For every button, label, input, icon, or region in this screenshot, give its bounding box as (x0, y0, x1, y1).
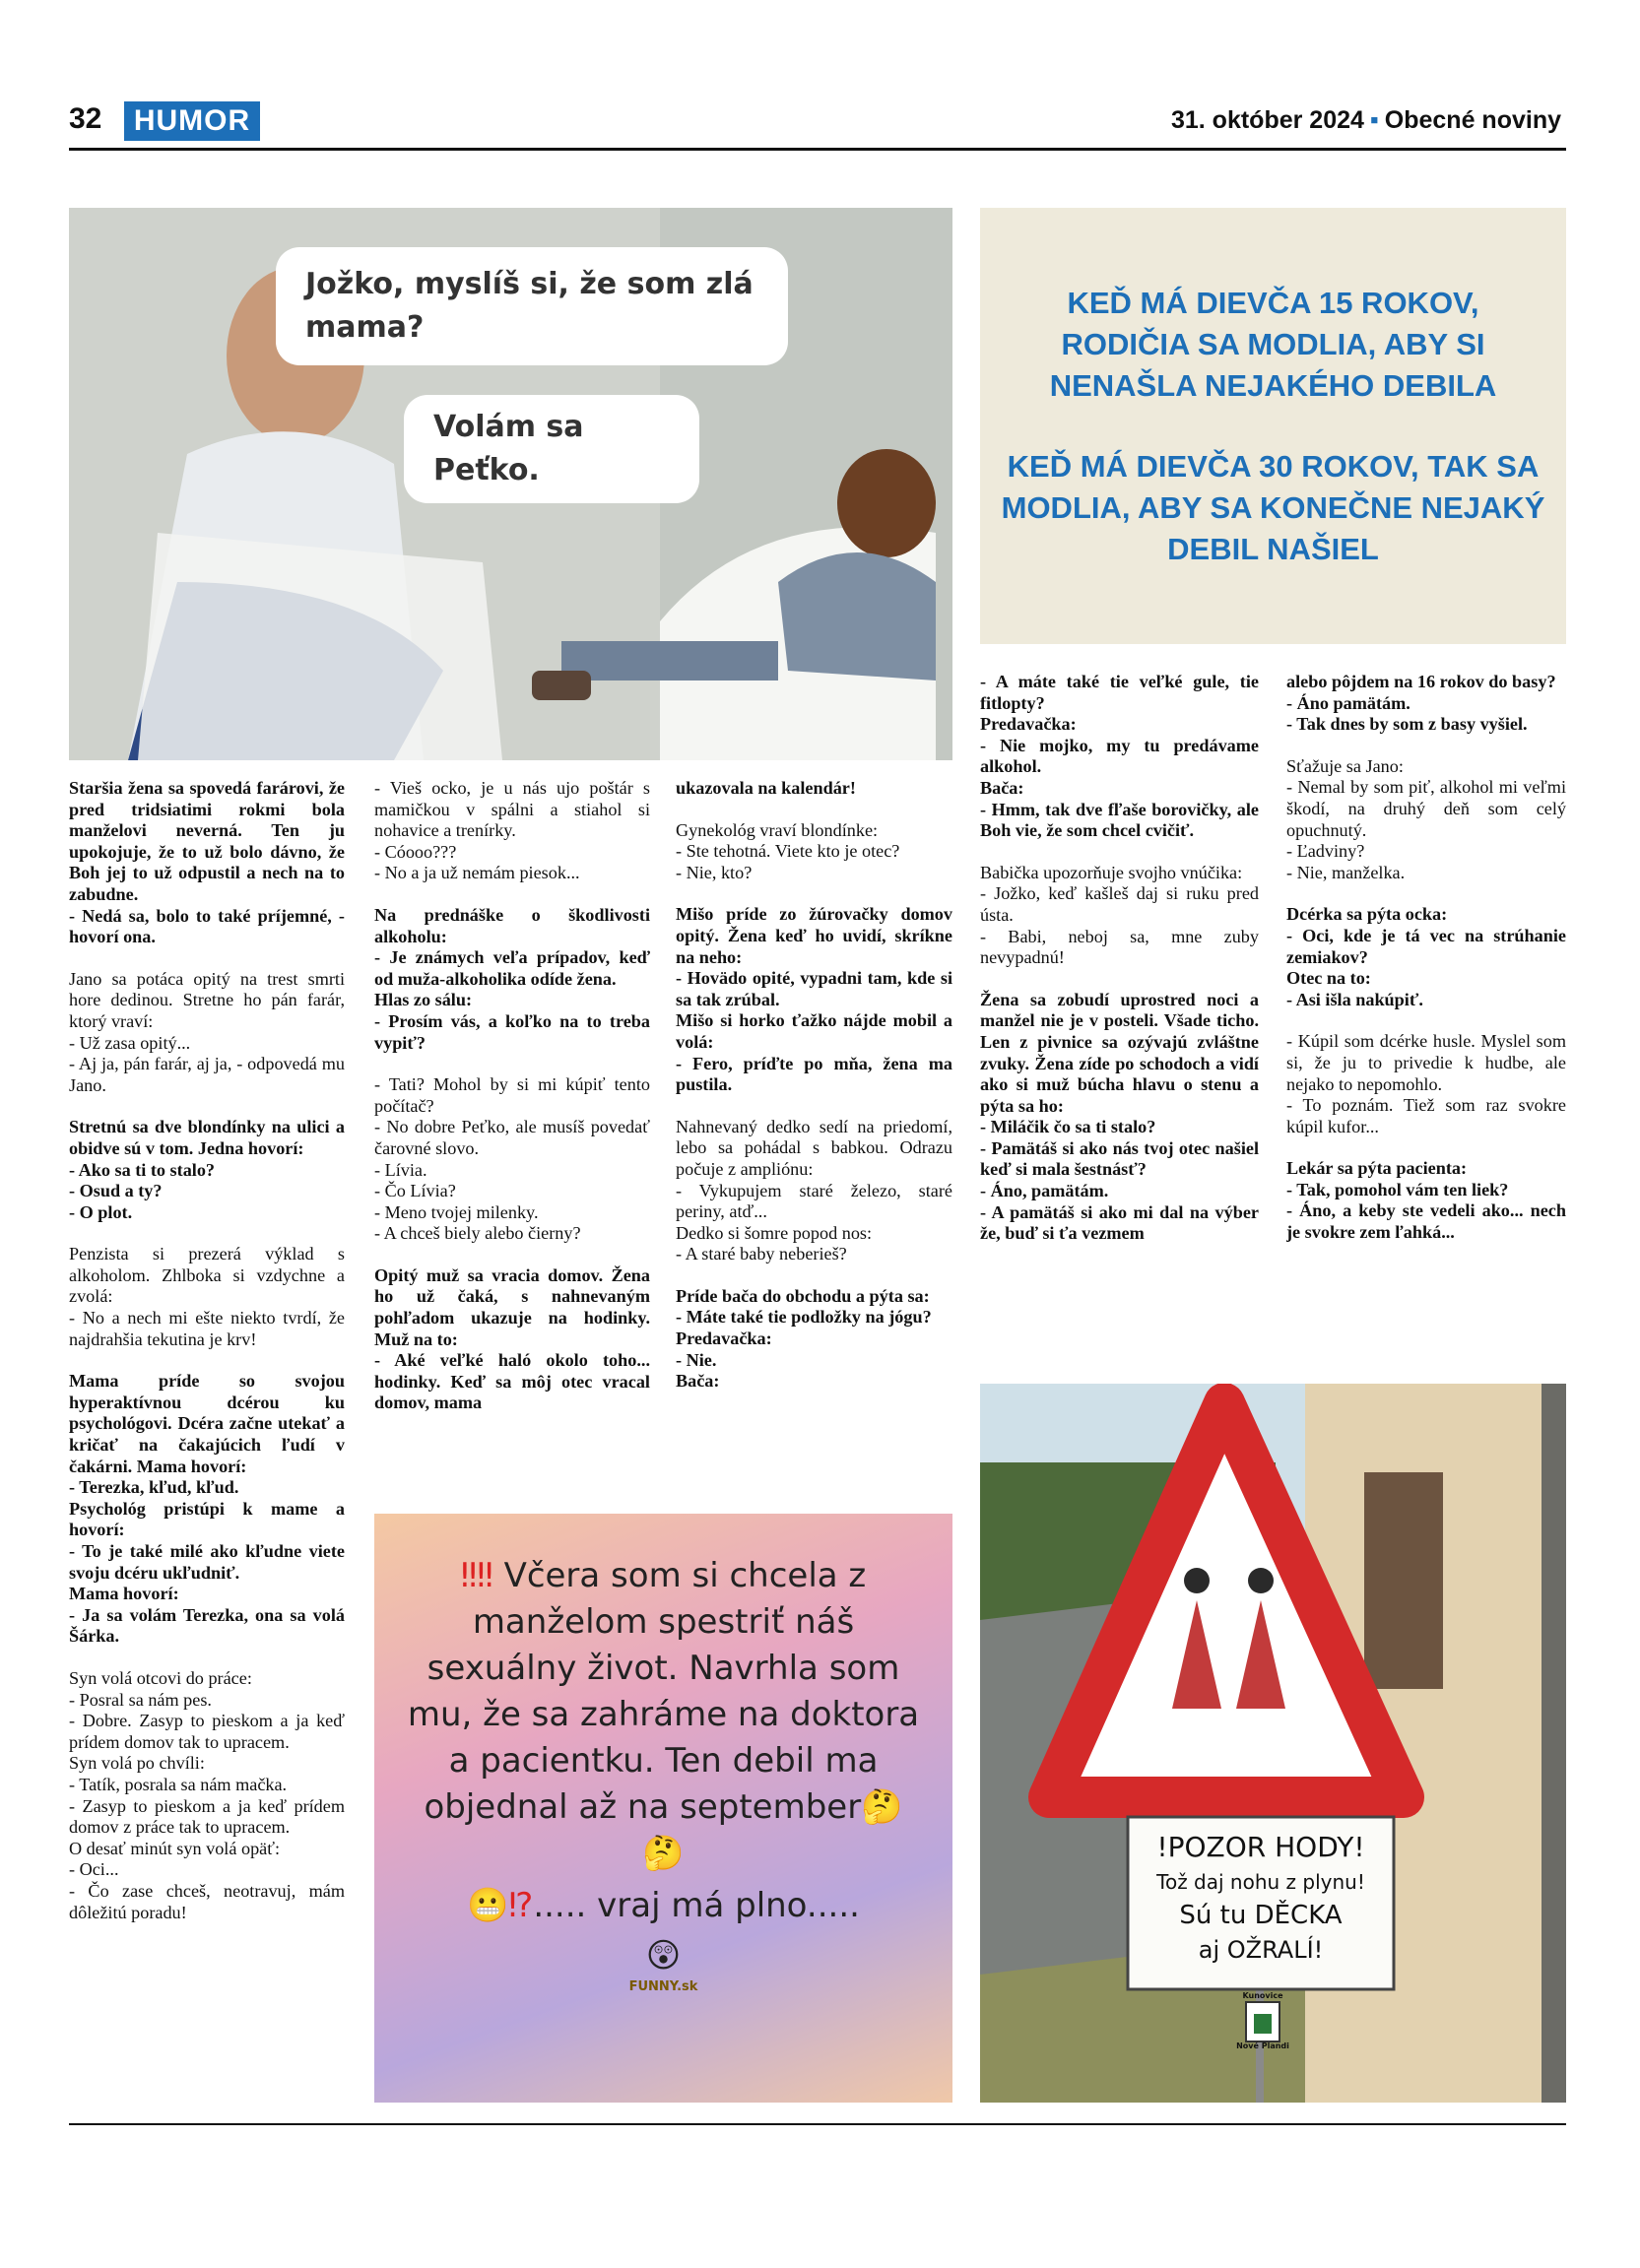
column-2 (374, 778, 650, 1507)
joke-blondes (69, 1117, 345, 1223)
joke-grandma: Babička upozorňuje svojho vnúčika: - Jožko, keď kašleš daj si ruku pred ústa. - Babi, neboj sa, mne zuby nevypadnú! (980, 862, 1259, 968)
joke-text: Mišo príde zo žúrovačky domov opitý. Žena keď ho uvidí, skríkne na neho: - Hovädo opité, vypadni tam, kde si sa tak zrúbal. Mišo si horko ťažko nájde mobil a volá: - Fero, príďte po mňa, žena ma pustila. (676, 904, 952, 1095)
joke-grandpa: Nahnevaný dedko sedí na priedomí, lebo sa pohádal s babkou. Odrazu počuje z ampliónu: - Vykupujem staré železo, staré periny, atď... Dedko si šomre popod nos: - A staré baby neberieš? (676, 1116, 952, 1264)
column-4 (980, 672, 1259, 1341)
issue-info (1171, 106, 1561, 135)
joke-computer: - Tati? Mohol by si mi kúpiť tento počítač? - No dobre Peťko, ale musíš povedať čarovné slovo. - Lívia. - Čo Lívia? - Meno tvojej milenky. - A chceš biely alebo čierny? (374, 1074, 650, 1244)
publication-name: Obecné noviny (1384, 106, 1561, 134)
sign-line-2: Tož daj nohu z plynu! (1156, 1870, 1365, 1894)
poster-credit: FUNNY.sk (628, 1979, 698, 1994)
separator-icon: ▪ (1369, 106, 1379, 134)
joke-text: - A máte také tie veľké gule, tie fitlopty? Predavačka: - Nie mojko, my tu predávame alkohol. Bača: - Hmm, tak dve fľaše borovičky, ale Boh vie, že som chcel cvičiť. (980, 672, 1259, 841)
joke-doctor (1286, 1158, 1566, 1243)
joke-text: Žena sa zobudí uprostred noci a manžel nie je v posteli. Všade ticho. Len z pivnice sa ozývajú zvláštne zvuky. Žena zíde po schodoch a vidí ako si muž búcha hlavu o stenu a pýta sa ho: - Miláčik čo sa ti stalo? - Pamätáš si ako nás tvoj otec našiel keď si mala šestnásť? - Áno, pamätám. - A pamätáš si ako mi dal na výber že, buď si ťa vezmem (980, 989, 1259, 1244)
joke-text: Príde bača do obchodu a pýta sa: - Máte také tie podložky na jógu? Predavačka: - Nie. Bača: (676, 1285, 932, 1392)
joke-text: Mama príde so svojou hyperaktívnou dcérou ku psychológovi. Dcéra začne utekať a kričať na čakajúcich ľudí v čakárni. Mama hovorí: - Terezka, kľud, kľud. Psychológ pristúpi k mame a hovorí: - To je také milé ako kľudne viete svoju dcéru ukľudniť. Mama hovorí: - Ja sa volám Terezka, ona sa volá Šárka. (69, 1371, 345, 1647)
joke-text: Staršia žena sa spovedá farárovi, že pred tridsiatimi rokmi bola manželovi neverná. Ten ju upokojuje, že to už bolo dávno, že Boh jej to už odpustil a nech na to zabudne. - Nedá sa, bolo to také príjemné, - hovorí ona. (69, 778, 345, 947)
joke-text: Lekár sa pýta pacienta: - Tak, pomohol vám ten liek? - Áno, a keby ste vedeli ako... nech je svokre zem ľahká... (1286, 1158, 1566, 1243)
issue-date: 31. október 2024 (1170, 106, 1364, 134)
joke-grater (1286, 904, 1566, 1010)
quote-line-30: KEĎ MÁ DIEVČA 30 ROKOV, TAK SA MODLIA, ABY SA KONEČNE NEJAKÝ DEBIL NAŠIEL (1001, 448, 1545, 566)
sign-small-bottom: Nové Plandi (1236, 2041, 1289, 2050)
joke-basement (980, 990, 1259, 1245)
joke-drunk-jano: Jano sa potáca opitý na trest smrti hore dedinou. Stretne ho pán farár, ktorý vraví: - Už zasa opitý... - Aj ja, pán farár, aj ja, - odpovedá mu Jano. (69, 968, 345, 1095)
road-sign-photo (980, 1384, 1566, 2103)
column-1 (69, 778, 345, 2117)
joke-kidneys: Sťažuje sa Jano: - Nemal by som piť, alkohol mi veľmi škodí, na druhý deň som celý opuchnutý. - Ľadviny? - Nie, manželka. (1286, 755, 1566, 882)
joke-text: alebo pôjdem na 16 rokov do basy? - Áno pamätám. - Tak dnes by som z basy vyšiel. (1286, 672, 1556, 735)
joke-text: Dcérka sa pýta ocka: - Oci, kde je tá vec na strúhanie zemiakov? Otec na to: - Asi išla nakúpiť. (1286, 904, 1566, 1009)
poster-text: Včera som si chcela z manželom spestriť náš sexuálny život. Navrhla som mu, že sa zahráme na doktora a pacientku. Ten debil ma objednal až na september (407, 1556, 920, 1827)
joke-watch (374, 1265, 650, 1414)
quote-box (980, 208, 1566, 644)
sign-line-3: Sú tu DĚCKA (1179, 1901, 1343, 1930)
joke-text: Na prednáške o škodlivosti alkoholu: - Je známych veľa prípadov, keď od muža-alkoholika odíde žena. Hlas zo sálu: - Prosím vás, a koľko na to treba vypiť? (374, 904, 650, 1053)
exclamation-icon: ‼‼ (460, 1556, 493, 1595)
doctor-poster (374, 1514, 952, 2103)
joke-pensioner: Penzista si prezerá výklad s alkoholom. Zhlboka si vzdychne a zvolá: - No a nech mi ešte niekto tvrdí, že najdrahšia tekutina je krv! (69, 1244, 345, 1349)
joke-son-calls: Syn volá otcovi do práce: - Posral sa nám pes. - Dobre. Zasyp to pieskom a ja keď prídem domov tak to upracem. Syn volá po chvíli: - Tatík, posrala sa nám mačka. - Zasyp to pieskom a ja keď prídem domov z práce tak to upracem. O desať minút syn volá opäť: - Oci... - Čo zase chceš, neotravuj, mám dôležitú poradu! (69, 1667, 345, 1922)
thinking-emoji-icon: 🤔🤔 (642, 1787, 903, 1873)
sign-line-4: aj OŽRALÍ! (1198, 1936, 1324, 1964)
speech-bubble-mother: Jožko, myslíš si, že som zlá mama? (276, 247, 788, 365)
joke-text: Stretnú sa dve blondínky na ulici a obidve sú v tom. Jedna hovorí: - Ako sa ti to stalo? - Osud a ty? - O plot. (69, 1117, 345, 1222)
sign-line-1: !POZOR HODY! (1156, 1831, 1365, 1863)
shocked-emoji-icon: 😲 (645, 1936, 682, 1976)
joke-postman: - Vieš ocko, je u nás ujo poštár s mamičkou v spálni a stiahol si nohavice a trenírky. - Cóooo??? - No a ja už nemám piesok... (374, 778, 650, 883)
joke-lecture (374, 905, 650, 1054)
section-label: HUMOR (124, 101, 260, 141)
poster-tail: ..... vraj má plno..... (533, 1886, 860, 1925)
joke-shepherd-cont (980, 672, 1259, 842)
interrobang-icon: ⁉ (508, 1886, 534, 1925)
joke-text: Opitý muž sa vracia domov. Žena ho už čaká, s nahnevaným pohľadom ukazuje na hodinky. Muž na to: - Aké veľké haló okolo toho... hodinky. Keď sa môj otec vracal domov, mama (374, 1264, 650, 1413)
column-5 (1286, 672, 1566, 1341)
header-rule (69, 148, 1566, 151)
joke-psychologist (69, 1371, 345, 1648)
joke-violin: - Kúpil som dcérke husle. Myslel som si, že ju to privedie k hudbe, ale nejako to nepomohlo. - To poznám. Tiež som raz svokre kúpil kufor... (1286, 1031, 1566, 1136)
footer-rule (69, 2123, 1566, 2125)
grimace-emoji-icon: 😬 (467, 1886, 509, 1925)
joke-gynecologist: Gynekológ vraví blondínke: - Ste tehotná. Viete kto je otec? - Nie, kto? (676, 819, 900, 882)
speech-bubble-child: Volám sa Peťko. (404, 395, 699, 503)
mother-child-photo (69, 208, 952, 760)
joke-confession (69, 778, 345, 948)
quote-line-15: KEĎ MÁ DIEVČA 15 ROKOV, RODIČIA SA MODLIA, ABY SI NENAŠLA NEJAKÉHO DEBILA (1049, 285, 1497, 403)
page-number: 32 (69, 102, 102, 135)
joke-miso (676, 904, 952, 1095)
sign-small-top: Kunovice (1242, 1991, 1283, 2000)
joke-text: ukazovala na kalendár! (676, 778, 856, 798)
joke-jail (1286, 672, 1566, 736)
joke-shepherd (676, 1286, 952, 1393)
joke-calendar-end (676, 778, 952, 800)
column-3 (676, 778, 952, 1507)
